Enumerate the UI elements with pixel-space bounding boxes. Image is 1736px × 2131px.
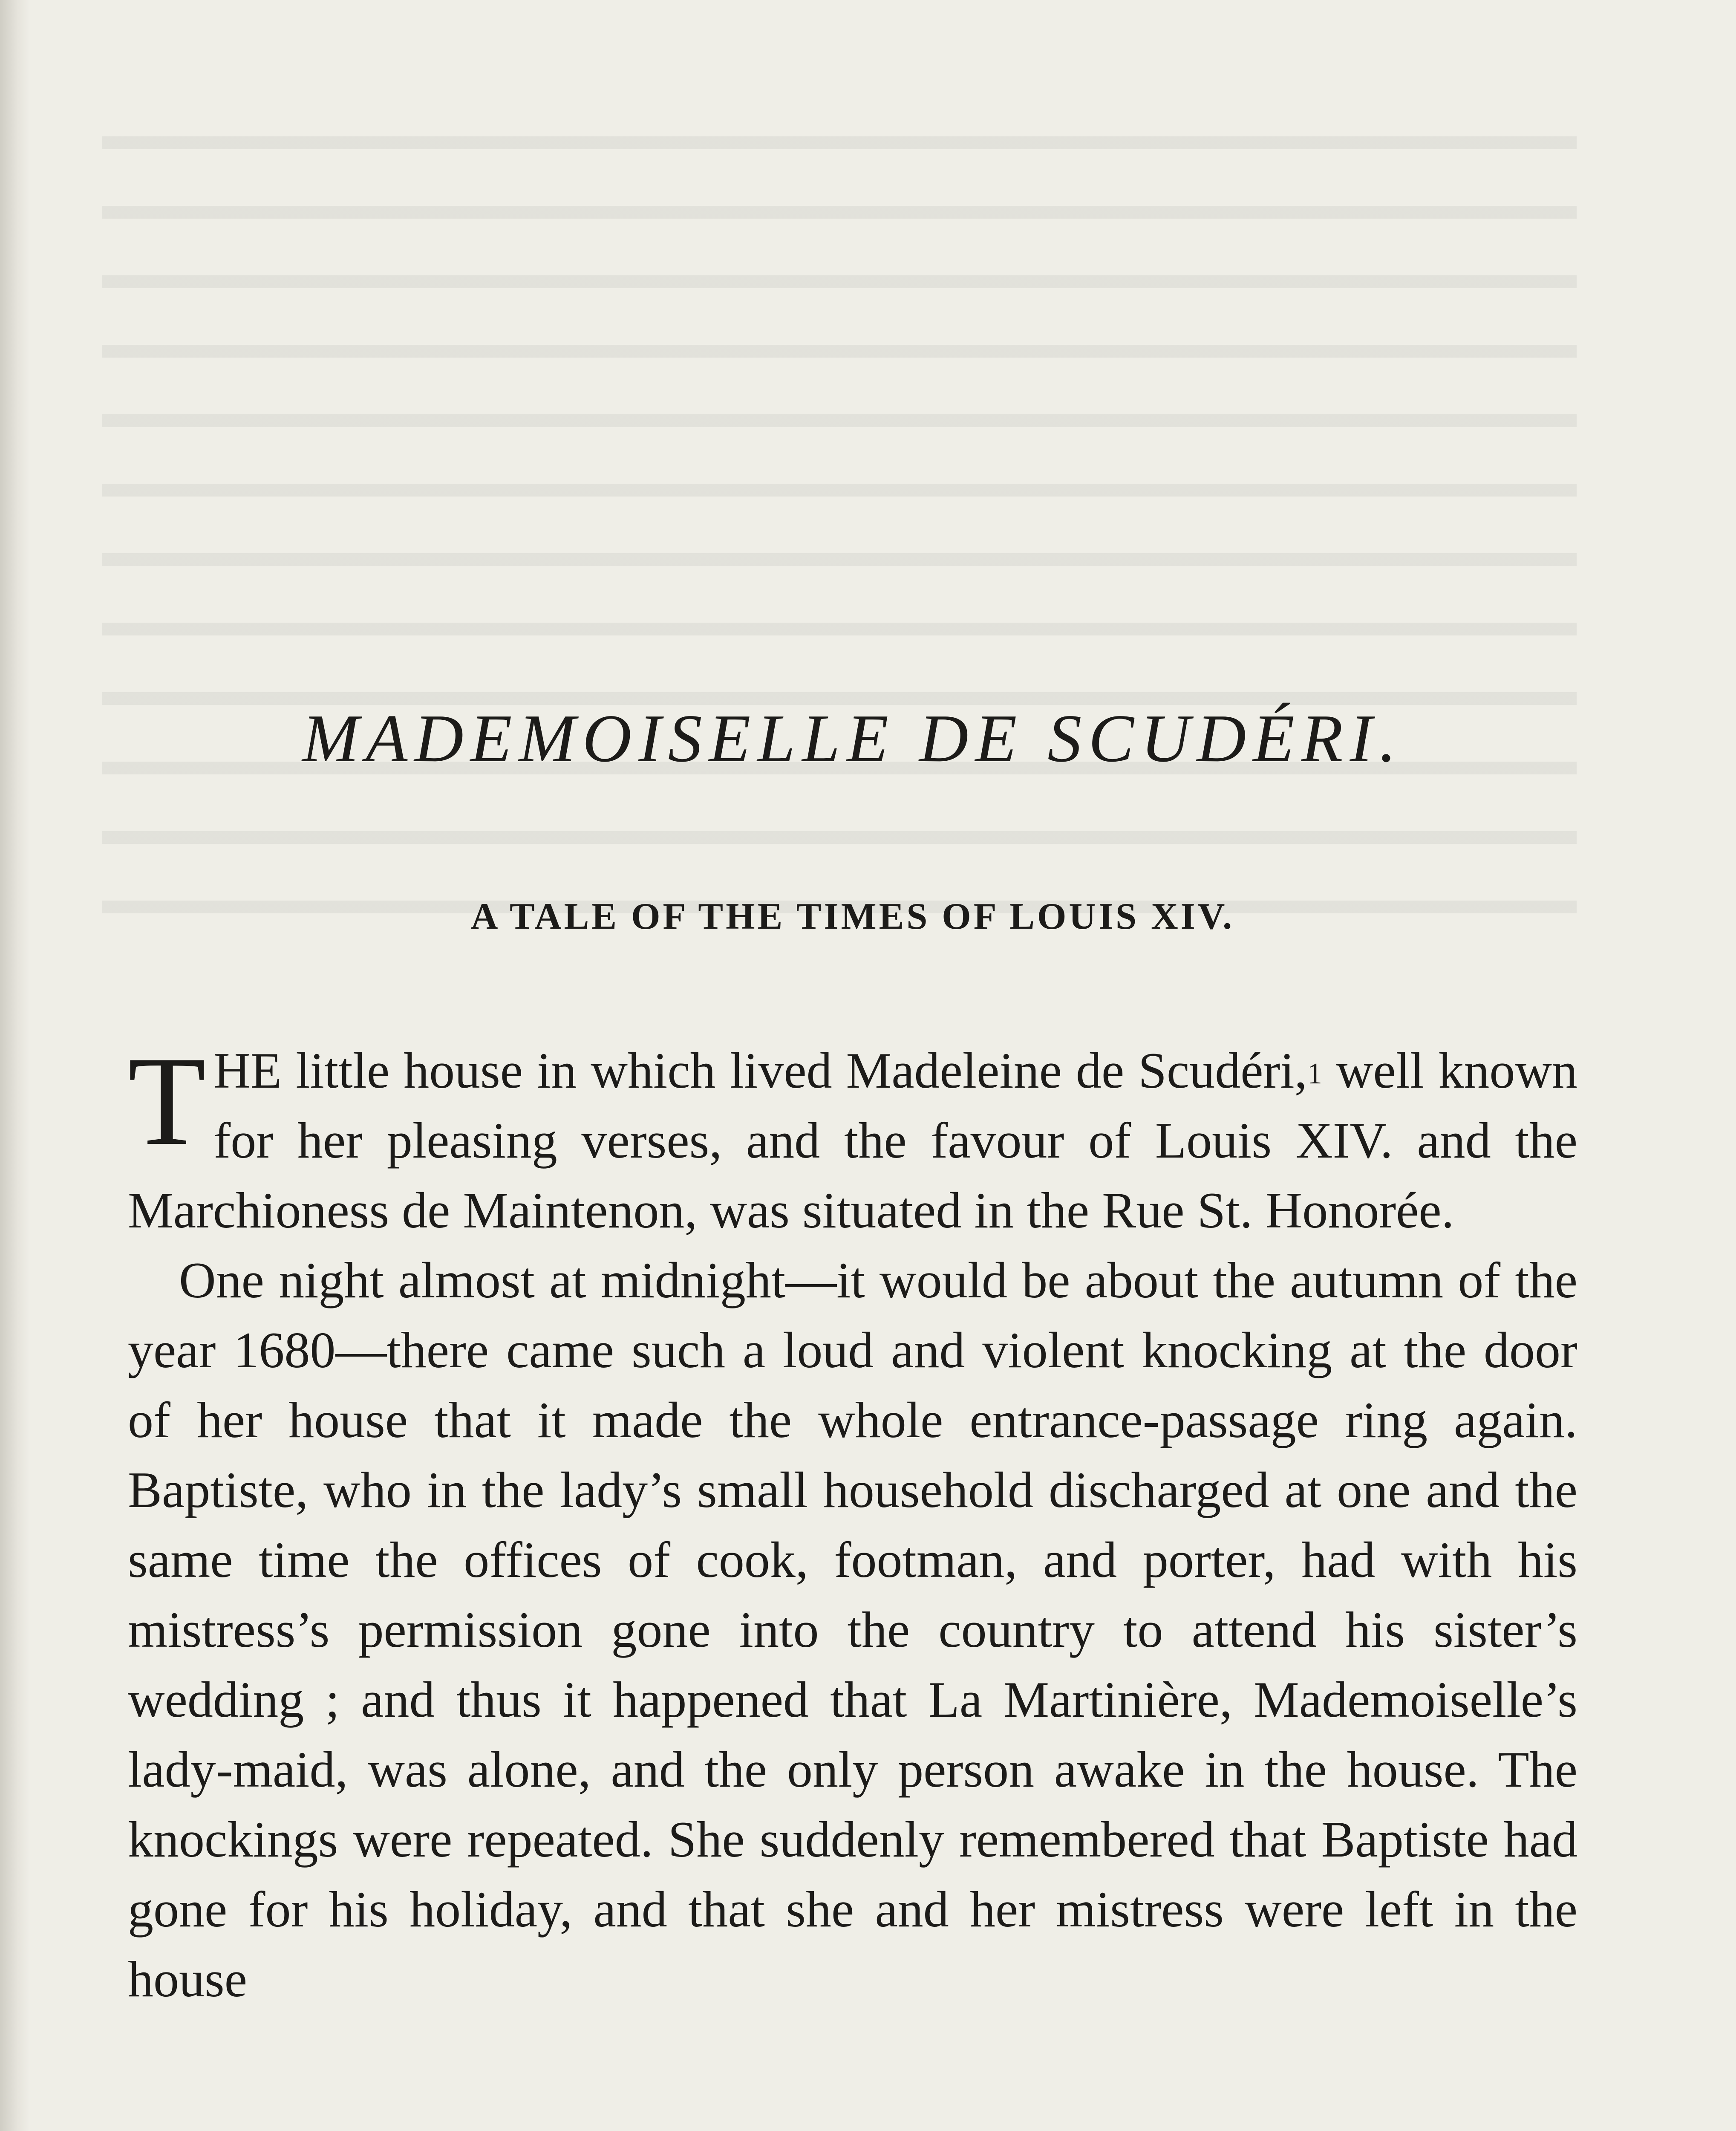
paragraph-1 xyxy=(128,1030,1577,1245)
chapter-subtitle: A TALE OF THE TIMES OF LOUIS XIV. xyxy=(470,896,1235,937)
paragraph-1-text-end: well known for her pleasing verses, and the favour of Louis XIV. and the Marchioness de Maintenon, was situated in the Rue St. Honorée. xyxy=(128,1042,1577,1239)
show-through-text xyxy=(102,136,1577,946)
chapter-title: MADEMOISELLE DE SCUDÉRI. xyxy=(302,700,1403,776)
page-binding-edge xyxy=(0,0,30,2131)
body-text xyxy=(128,1030,1577,2014)
footnote-reference: 1 xyxy=(1307,1057,1322,1090)
paragraph-1-text-start: HE little house in which lived Madeleine de Scudéri, xyxy=(213,1042,1307,1099)
paragraph-2: One night almost at midnight—it would be about the autumn of the year 1680—there came such a loud and violent knocking at the door of her house that it made the whole entrance-passage ring again. Baptiste, who in the lady’s small household discharged at one and the same time the offices of cook, footman, and porter, had with his mistress’s permission gone into the country to attend his sister’s wedding ; and thus it happened that La Martinière, Mademoiselle’s lady-maid, was alone, and the only person awake in the house. The knockings were repeated. She suddenly remembered that Baptiste had gone for his holiday, and that she and her mistress were left in the house xyxy=(128,1252,1577,2007)
drop-cap: T xyxy=(128,1030,206,1172)
